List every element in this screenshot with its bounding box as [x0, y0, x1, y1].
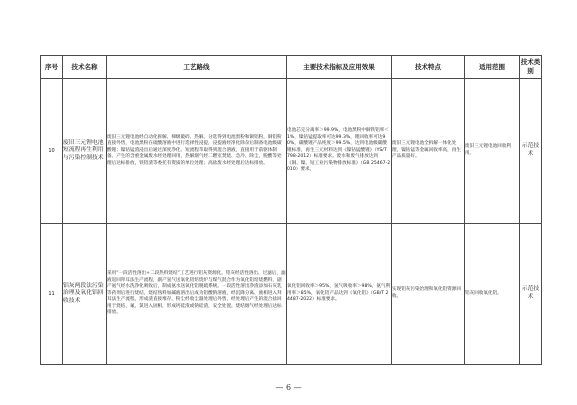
row-tech-name: 废旧三元锂电池短流程再生利用与污染控制技术 [63, 79, 107, 224]
header-features: 技术特点 [392, 56, 465, 79]
header-category: 技术类别 [520, 56, 542, 79]
page-number: — 6 — [275, 383, 302, 392]
row-indicators: 电池芯完分离率＞99.9%，电池黑粉中铜铁铝率＜1%，镍钴锰提取率可达99.3%，锂回收率可达90%，碳酸锂产品纯度＞99.5%，达到电池级碳酸锂标准，再生三元材料达到《镍钴锰酸锂》（YS/T 798-2012）标准要求。废水和废气排放达到《铜、镍、钴工业污染物排放标准》（GB 25467-2010）要求。 [287, 79, 392, 224]
table-body [41, 79, 542, 365]
technology-catalog-table [40, 55, 542, 365]
row-scope: 废旧三元锂电池回收利用。 [465, 79, 520, 224]
header-name: 技术名称 [63, 56, 107, 79]
row-tech-name: 铝灰两段法污染治理及氧化铝回收技术 [63, 224, 107, 365]
row-features: 实现铝灰污染治理和氧化铝资源回收。 [392, 224, 465, 365]
row-scope: 铝灰回收氧化铝。 [465, 224, 520, 365]
header-seq: 序号 [41, 56, 63, 79]
row-seq: 10 [41, 79, 63, 224]
header-row [41, 56, 542, 79]
row-category: 示范技术 [520, 224, 542, 365]
table-row [41, 79, 542, 224]
row-process-route: 采用“一段活性溶出+二段热料烧结”工艺进行铝灰资源化。铝灰经活性溶出、过滤后，滤液返回拜耳法生产流程，副产氢气送氧化铝焙烧炉与煤气混合作为氧化铝焙烧燃料，副产氨气经水洗净化吸收后，制成氨水送氧化铝脱硫系统。一段活性溶出净渣添加石灰乳等药剂后进行烧结，烧结熟料加碱液溶出后成为铝酸钠溶液，经沉降分离、液相进入拜耳法生产流程，形成渣直接堆存。粉尘经收尘器处理后外售，经处理后产生的混合盐回用于烧结，氟、氯进入固相，形成钙硅渣或钠硅渣，安全处置。烧结烟气经处理后达标排放。 [107, 224, 287, 365]
table-header [41, 56, 542, 79]
header-indicators: 主要技术指标及应用效果 [287, 56, 392, 79]
header-scope: 适用范围 [465, 56, 520, 79]
row-category: 示范技术 [520, 79, 542, 224]
header-route: 工艺路线 [107, 56, 287, 79]
row-process-route: 废旧三元锂电池经自动化拆解、梯级破碎、热解、分选得到电池黑粉和铜铝粉，铜铝粉直接外售，电池黑粉在硫酸溶液中进行选择性浸提，浸提液经净化除杂后制备电池级碳酸锂；镍钴锰渣浸出后通过深度净化、短流程萃取得到混合溶液，直接用于前驱体制备。产生的含重金属废水经处理回用，热解烟气经二燃室焚烧、急冷、除尘、脱酸等处理后达标排放，铁铝渣等委托有资质的单位处理；高盐废水经处理后达标排放。 [107, 79, 287, 224]
row-features: 废旧三元锂电池全拆解一体化处理，镍钴锰等金属回收率高，再生产品质量好。 [392, 79, 465, 224]
row-indicators: 氧化铝回收率＞95%，氢气吸收率＞98%，氨气利用率＞85%，氧化铝产品达到《氧化铝》（GB/T 24487-2022）标准要求。 [287, 224, 392, 365]
table-row [41, 224, 542, 365]
row-seq: 11 [41, 224, 63, 365]
